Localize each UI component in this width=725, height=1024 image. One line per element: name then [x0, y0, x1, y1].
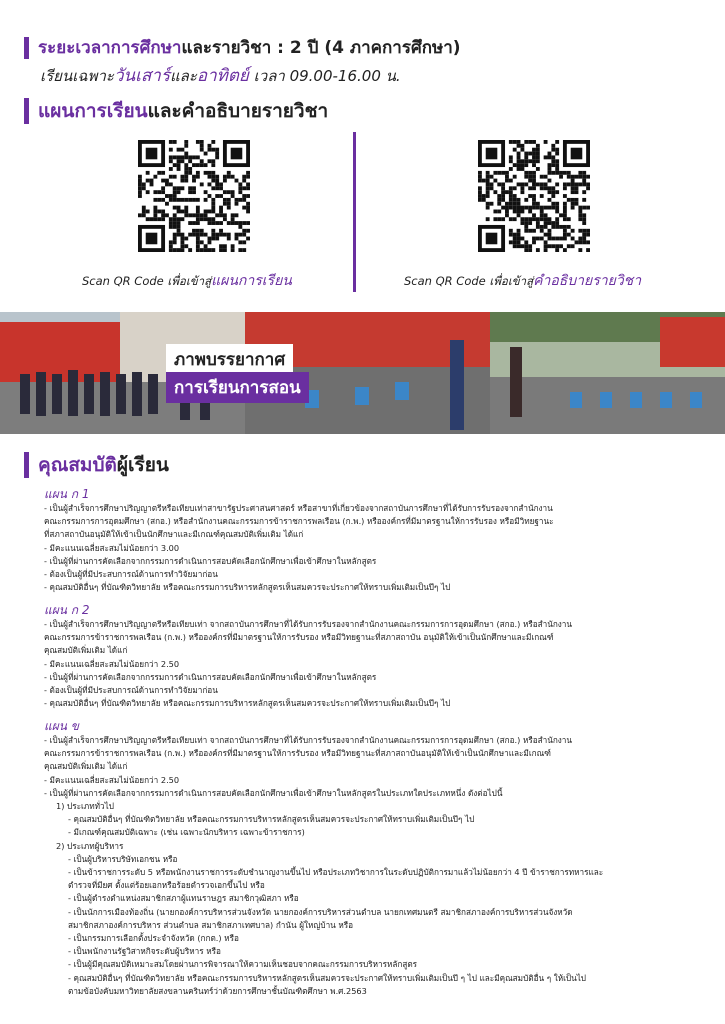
list-item: - คุณสมบัติอื่นๆ ที่บัณฑิตวิทยาลัย หรือคณะกรรมการบริหารหลักสูตรเห็นสมควรจะประกาศให้ทราบเพิ่มเติมเป็นปีๆ ไป	[68, 814, 475, 825]
plan-b-type2-items	[44, 853, 694, 998]
qr-right-caption	[404, 270, 641, 292]
list-item: คณะกรรมการข้าราชการพลเรือน (ก.พ.) หรือองค์กรที่มีมาตรฐานให้การรับรอง หรือมีวิทยฐานะที่สภาสถาบัน อนุมัติให้เข้าเป็นนักศึกษาและมีเกณฑ์	[44, 632, 554, 643]
list-item: คุณสมบัติเพิ่มเติม ได้แก่	[44, 645, 128, 656]
plan-a2-items	[44, 618, 694, 710]
list-item: สมาชิกสภาองค์การบริหาร ส่วนตำบล สมาชิกสภาเทศบาล) กำนัน ผู้ใหญ่บ้าน หรือ	[68, 919, 354, 930]
list-item: - คุณสมบัติอื่นๆ ที่บัณฑิตวิทยาลัย หรือคณะกรรมการบริหารหลักสูตรเห็นสมควรจะประกาศให้ทราบเพิ่มเติมเป็นปีๆ ไป	[44, 582, 451, 593]
list-item: ที่สภาสถาบันอนุมัติให้เข้าเป็นนักศึกษาและมีเกณฑ์คุณสมบัติเพิ่มเติม ได้แก่	[44, 529, 304, 540]
qr-right-caption-prefix: Scan QR Code เพื่อเข้าสู่	[404, 274, 534, 288]
heading-bar	[24, 37, 29, 59]
list-item: - มีคะแนนเฉลี่ยสะสมไม่น้อยกว่า 2.50	[44, 774, 180, 785]
qualifications-heading	[24, 450, 169, 480]
heading-bar	[24, 452, 29, 478]
list-item: - เป็นข้าราชการระดับ 5 หรือพนักงานราชการระดับชำนาญงานขึ้นไป หรือประเภทวิชาการในระดับปฏิบัติการมาแล้วไม่น้อยกว่า 4 ปี ข้าราชการทหารและ	[68, 867, 604, 878]
list-item: คุณสมบัติเพิ่มเติม ได้แก่	[44, 761, 128, 772]
qr-left-caption-highlight: แผนการเรียน	[211, 273, 292, 289]
duration-heading	[24, 34, 461, 61]
atmosphere-title-line2: การเรียนการสอน	[166, 372, 309, 403]
list-item: - เป็นผู้สำเร็จการศึกษาปริญญาตรีหรือเทียบเท่าสาขารัฐประศาสนศาสตร์ หรือสาขาที่เกี่ยวข้องจากสถาบันการศึกษาที่ได้รับการรับรองจากสำนักงาน	[44, 503, 553, 513]
plan-b-type1-items	[44, 813, 694, 839]
duration-label-purple: ระยะเวลาการศึกษา	[38, 38, 182, 58]
plan-heading	[24, 96, 328, 126]
qr-left-caption	[82, 270, 292, 292]
duration-label-rest: และรายวิชา : 2 ปี (4 ภาคการศึกษา)	[181, 38, 461, 58]
qr-left-caption-prefix: Scan QR Code เพื่อเข้าสู่	[82, 274, 212, 288]
heading-bar	[24, 98, 29, 124]
plan-title-rest: และคำอธิบายรายวิชา	[147, 100, 329, 122]
plan-title-purple: แผนการเรียน	[38, 100, 148, 122]
list-item: - เป็นผู้สำเร็จการศึกษาปริญญาตรีหรือเทียบเท่า จากสถาบันการศึกษาที่ได้รับการรับรองจากสำนักงานคณะกรรมการการอุดมศึกษา (สกอ.) หรือสำนักงาน	[44, 735, 572, 745]
schedule-prefix: เรียนเฉพาะ	[40, 67, 114, 85]
plan-a2-block	[44, 602, 694, 710]
list-item: - ต้องเป็นผู้ที่มีประสบการณ์ด้านการทำวิจัยมาก่อน	[44, 569, 218, 580]
qr-right-caption-highlight: คำอธิบายรายวิชา	[533, 273, 642, 289]
qr-code-plan[interactable]	[138, 140, 250, 252]
list-item: - เป็นพนักงานรัฐวิสาหกิจระดับผู้บริหาร หรือ	[68, 946, 221, 957]
list-item: ตำรวจที่มียศ ตั้งแต่ร้อยเอกหรือร้อยตำรวจเอกขึ้นไป หรือ	[68, 880, 265, 891]
list-item: - คุณสมบัติอื่นๆ ที่บัณฑิตวิทยาลัย หรือคณะกรรมการบริหารหลักสูตรเห็นสมควรจะประกาศให้ทราบเพิ่มเติมเป็นปี ๆ ไป และมีคุณสมบัติอื่น ๆ ให้เป็นไป	[68, 972, 587, 983]
list-item: ตามข้อบังคับมหาวิทยาลัยสงขลานครินทร์ว่าด้วยการศึกษาชั้นบัณฑิตศึกษา พ.ศ.2563	[68, 985, 367, 996]
schedule-line	[40, 62, 401, 89]
photo-outdoor-class	[490, 312, 725, 434]
list-item: คณะกรรมการข้าราชการพลเรือน (ก.พ.) หรือองค์กรที่มีมาตรฐานให้การรับรอง หรือมีวิทยฐานะที่สภาสถาบันอนุมัติให้เข้าเป็นนักศึกษาและมีเกณฑ์	[44, 748, 551, 759]
list-item: - คุณสมบัติอื่นๆ ที่บัณฑิตวิทยาลัย หรือคณะกรรมการบริหารหลักสูตรเห็นสมควรจะประกาศให้ทราบเพิ่มเติมเป็นปีๆ ไป	[44, 698, 451, 709]
list-item: - มีคะแนนเฉลี่ยสะสมไม่น้อยกว่า 3.00	[44, 542, 180, 553]
list-item: - เป็นผู้ที่ผ่านการคัดเลือกจากกรรมการดำเนินการสอบคัดเลือกนักศึกษาเพื่อเข้าศึกษาในหลักสูตร	[44, 555, 377, 566]
classroom-photo-strip	[0, 312, 725, 434]
plan-a1-label: แผน ก 1	[44, 487, 90, 501]
divider-line	[353, 132, 356, 292]
list-item: - ต้องเป็นผู้ที่มีประสบการณ์ด้านการทำวิจัยมาก่อน	[44, 685, 218, 696]
list-item: - เป็นนักการเมืองท้องถิ่น (นายกองค์การบริหารส่วนจังหวัด นายกองค์การบริหารส่วนตำบล นายกเทศมนตรี สมาชิกสภาองค์การบริหารส่วนจังหวัด	[68, 906, 573, 917]
plan-a1-items	[44, 502, 694, 594]
list-item: - มีคะแนนเฉลี่ยสะสมไม่น้อยกว่า 2.50	[44, 658, 180, 669]
schedule-saturday: วันเสาร์	[113, 66, 170, 86]
plan-a1-block	[44, 486, 694, 594]
qualifications-title-purple: คุณสมบัติ	[38, 454, 117, 476]
atmosphere-label-1	[166, 344, 293, 375]
list-item: - เป็นผู้มีคุณสมบัติเหมาะสมโดยผ่านการพิจารณาให้ความเห็นชอบจากคณะกรรมการบริหารหลักสูตร	[68, 959, 418, 970]
list-item: - เป็นผู้ที่ผ่านการคัดเลือกจากกรรมการดำเนินการสอบคัดเลือกนักศึกษาเพื่อเข้าศึกษาในหลักสูตรในประเภทใดประเภทหนึ่ง ดังต่อไปนี้	[44, 787, 503, 798]
schedule-sunday: อาทิตย์	[196, 66, 249, 86]
list-item: - เป็นผู้บริหารบริษัทเอกชน หรือ	[68, 853, 178, 864]
list-item: คณะกรรมการการอุดมศึกษา (สกอ.) หรือสำนักงานคณะกรรมการข้าราชการพลเรือน (ก.พ.) หรือองค์กรที่มีมาตรฐานให้การรับรอง หรือมีวิทยฐานะ	[44, 516, 554, 527]
plan-b-type1-label: 1) ประเภททั่วไป	[56, 801, 114, 812]
plan-a2-label: แผน ก 2	[44, 603, 90, 617]
list-item: - เป็นกรรมการเลือกตั้งประจำจังหวัด (กกต.) หรือ	[68, 933, 239, 944]
plan-b-block	[44, 718, 694, 998]
plan-b-type2-label: 2) ประเภทผู้บริหาร	[56, 840, 124, 851]
qr-code-course-description[interactable]	[478, 140, 590, 252]
list-item: - เป็นผู้ดำรงตำแหน่งสมาชิกสภาผู้แทนราษฎร สมาชิกวุฒิสภา หรือ	[68, 893, 299, 904]
schedule-and: และ	[169, 67, 197, 85]
list-item: - มีเกณฑ์คุณสมบัติเฉพาะ (เช่น เฉพาะนักบริหาร เฉพาะข้าราชการ)	[68, 827, 305, 838]
plan-b-label: แผน ข	[44, 719, 79, 733]
list-item: - เป็นผู้สำเร็จการศึกษาปริญญาตรีหรือเทียบเท่า จากสถาบันการศึกษาที่ได้รับการรับรองจากสำนักงานคณะกรรมการการอุดมศึกษา (สกอ.) หรือสำนักงาน	[44, 619, 572, 629]
schedule-time: เวลา 09.00-16.00 น.	[248, 67, 401, 85]
atmosphere-title-line1: ภาพบรรยากาศ	[174, 350, 286, 370]
plan-b-items	[44, 734, 694, 800]
qualifications-title-rest: ผู้เรียน	[116, 454, 169, 476]
list-item: - เป็นผู้ที่ผ่านการคัดเลือกจากกรรมการดำเนินการสอบคัดเลือกนักศึกษาเพื่อเข้าศึกษาในหลักสูตร	[44, 671, 377, 682]
